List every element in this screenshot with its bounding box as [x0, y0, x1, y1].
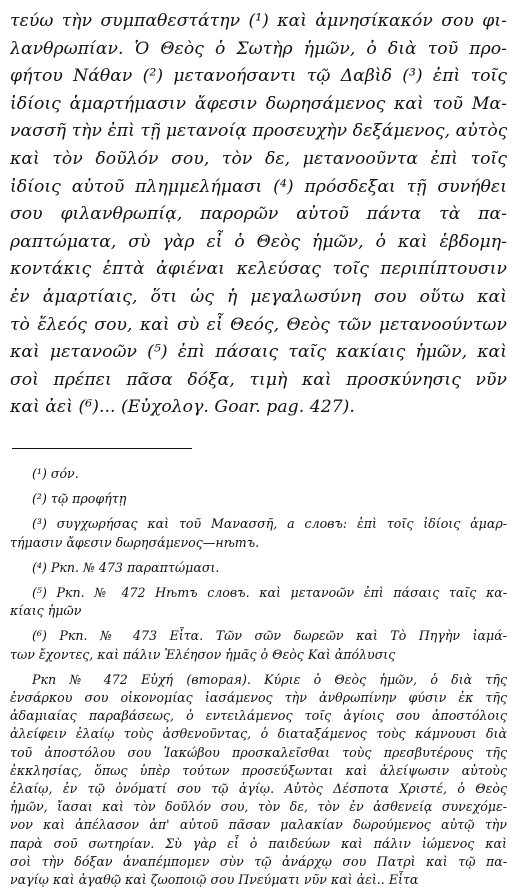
footnote-prayer — [10, 671, 507, 889]
footnote-line: τήμασιν ἄφεσιν δωρησάμενος—нѣтъ. — [10, 534, 260, 550]
footnote-line: (²) τῷ προφήτῃ — [32, 491, 127, 507]
footnote-divider — [12, 448, 192, 449]
main-text-line: κοντάκις ἑπτὰ ἀφιέναι κελεύσας τοῖς περιπίπτουσιν — [10, 259, 507, 280]
main-text-line: φήτου Νάθαν (²) μετανοήσαντι τῷ Δαβὶδ (³) ἐπὶ τοῖς — [10, 66, 507, 87]
footnote-line: κίαις ἡμῶν — [10, 603, 82, 619]
footnote-1 — [10, 465, 507, 483]
main-text-line: καὶ ἀεὶ (⁶)... (Εὐχολογ. Goar. pag. 427). — [10, 397, 355, 418]
footnote-line: ἡμῶν, ἴασαι καὶ τὸν δοῦλόν σου, τὸν δε, τὸν ἐν ἀσθενείᾳ συνεχόμε- — [10, 799, 507, 815]
footnote-line: ἐλαίῳ, ἐν τῷ ὀνόματί σου τῷ ἁγίῳ. Αὐτὸς Δέσποτα Χριστέ, ὁ Θεὸς — [10, 780, 507, 796]
footnote-line: ἐκκλησίας, ὅπως ὑπὲρ τούτων προσεύξωνται καὶ ἀλείψωσιν αὐτοὺς — [10, 762, 507, 778]
main-text-line: ἰδίοις ἁμαρτήμασιν ἄφεσιν δωρησάμενος καὶ τοῦ Μα- — [10, 93, 507, 114]
footnote-line: ἐνσάρκου σου οἰκονομίας ἰασάμενος τὴν ἀνθρωπίνην φύσιν ἐκ τῆς — [10, 689, 507, 705]
footnote-line: (³) συγχωρήσας καὶ τοῦ Μανασσῆ, а словъ: ἐπὶ τοῖς ἰδίοις ἁμαρ- — [32, 516, 507, 532]
footnote-line: ἀλείφειν ἐλαίῳ τοὺς ἀσθενοῦντας, ὁ διαταξάμενος τοὺς κάμνουσι διὰ — [10, 726, 507, 742]
main-text-line: νασσῆ τὴν ἐπὶ τῇ μετανοίᾳ προσευχὴν δεξάμενος, αὐτὸς — [10, 121, 507, 142]
main-text-line: τὸ ἔλεός σου, καὶ σὺ εἶ Θεός, Θεὸς τῶν μετανοούντων — [10, 314, 507, 335]
footnote-line: (⁶) Ркп. № 473 Εἶτα. Τῶν σῶν δωρεῶν καὶ Τὸ Πηγὴν ἰαμά- — [32, 628, 507, 644]
footnote-line: των ἔχοντες, καὶ πάλιν Ἐλέησον ἡμᾶς ὁ Θεὸς Καὶ ἀπόλυσις — [10, 646, 396, 662]
footnote-line: σοὶ τὴν δόξαν ἀναπέμπομεν σὺν τῷ ἀνάρχῳ σου Πατρὶ καὶ τῷ πα- — [10, 853, 507, 869]
footnote-line: παρὰ σοῦ σωτηρίαν. Σὺ γὰρ εἶ ὁ παιδεύων καὶ πάλιν ἰώμενος καὶ — [10, 835, 507, 851]
footnote-line: (¹) σόν. — [32, 465, 79, 481]
footnote-5 — [10, 584, 507, 620]
footnote-line: ἀδαμιαίας παραβάσεως, ὁ εντειλάμενος τοῖς ἁγίοις σου ἀποστόλοις — [10, 708, 507, 724]
main-text-line: σου φιλανθρωπίᾳ, παρορῶν αὐτοῦ πάντα τὰ πα- — [10, 204, 507, 225]
footnote-line: (⁴) Ркп. № 473 παραπτώμασι. — [32, 559, 220, 575]
main-text-block — [10, 8, 507, 422]
footnotes-block — [10, 465, 507, 889]
main-text-line: λανθρωπίαν. Ὁ Θεὸς ὁ Σωτὴρ ἡμῶν, ὁ διὰ τοῦ προ- — [10, 38, 507, 59]
main-text-line: τεύω τὴν συμπαθεστάτην (¹) καὶ ἀμνησίκακόν σου φι- — [10, 11, 507, 31]
main-text-line: ἰδίοις αὐτοῦ πλημμελήμασι (⁴) πρόσδεξαι τῇ συνήθει — [10, 176, 507, 197]
main-text-line: ραπτώματα, σὺ γὰρ εἶ ὁ Θεὸς ἡμῶν, ὁ καὶ ἑβδομη- — [10, 231, 507, 252]
footnote-line: νον καὶ ἀπέλασον ἀπ' αὐτοῦ πᾶσαν μαλακίαν δωρούμενος αὐτῷ τὴν — [10, 817, 507, 833]
main-text-line: καὶ τὸν δοῦλόν σου, τὸν δε, μετανοοῦντα ἐπὶ τοῖς — [10, 148, 507, 169]
footnote-2 — [10, 490, 507, 508]
main-text-line: ἐν ἁμαρτίαις, ὅτι ὡς ἡ μεγαλωσύνη σου οὕτω καὶ — [10, 286, 507, 307]
footnote-line: Ркп № 472 Εὐχή (вторая). Κύριε ὁ Θεὸς ἡμῶν, ὁ διὰ τῆς — [32, 671, 507, 687]
main-text-line: καὶ μετανοῶν (⁵) ἐπὶ πάσαις ταῖς κακίαις ἡμῶν, καὶ — [10, 342, 507, 363]
footnote-3 — [10, 515, 507, 551]
footnote-6 — [10, 627, 507, 663]
main-text-line: σοὶ πρέπει πᾶσα δόξα, τιμὴ καὶ προσκύνησις νῦν — [10, 369, 507, 390]
footnote-4 — [10, 559, 507, 577]
footnote-line: ναγίῳ καὶ ἀγαθῷ καὶ ζωοποιῷ σου Πνεύματι νῦν καὶ ἀεὶ.. Εἶτα — [10, 871, 419, 887]
footnote-line: τοῦ ἀποστόλου σου Ἰακώβου προσκαλεῖσθαι τοὺς πρεσβυτέρους τῆς — [10, 744, 507, 760]
footnote-line: (⁵) Ркп. № 472 Нѣтъ словъ. καὶ μετανοῶν ἐπὶ πάσαις ταῖς κα- — [32, 584, 507, 600]
